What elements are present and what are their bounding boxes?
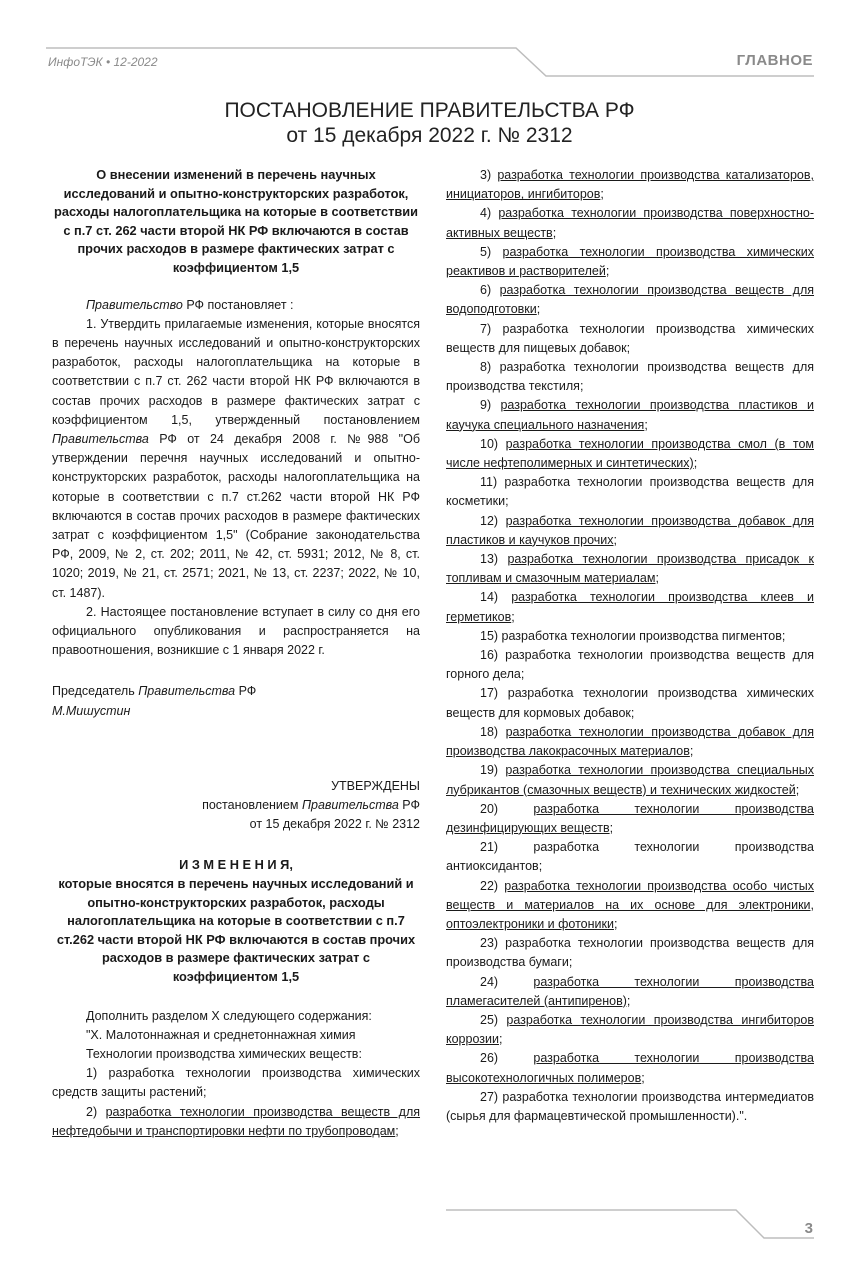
list-item [446,512,814,550]
item-number: 15) [480,628,502,643]
item-text: разработка технологии производства веществ для горного дела [446,648,815,682]
paragraph-1 [52,315,420,603]
item-end: ; [600,187,604,202]
item-number: 13) [480,552,508,567]
item-end: ; [613,532,617,547]
item-text: разработка технологии производства веществ для водоподготовки [446,283,815,317]
list-item [446,800,814,838]
item-end: ; [605,264,610,279]
item-number: 16) [480,648,506,663]
item-text: разработка технологии производства поверхностно-активных веществ [446,206,814,240]
document-title [0,98,859,148]
title-line-2: от 15 декабря 2022 г. № 2312 [286,124,573,147]
resolution-heading: О внесении изменений в перечень научных исследований и опытно-конструкторских разработок, расходы налогоплательщика на которые в соответствии с п.7 ст. 262 части второй НК РФ включаются в состав прочих расходов в размере фактических затрат с коэффициентом 1,5 [54,167,418,275]
item-end: ; [630,705,635,720]
item-number: 24) [480,974,534,989]
item-text: разработка технологии производства добавок для пластиков и каучуков прочих [446,513,814,547]
item-text: разработка технологии производства специальных лубрикантов (смазочных веществ) и технических жидкостей [446,763,814,797]
list-item [446,838,814,876]
item-end: ; [689,744,694,759]
list-item [446,166,814,204]
sig-italic: Правительства [138,684,236,699]
list-item [446,358,814,396]
right-column [446,166,814,1126]
section-title: "X. Малотоннажная и среднетоннажная химия [86,1027,356,1042]
item-number: 20) [480,801,534,816]
list-item [446,761,814,799]
footer-rule [446,1206,814,1242]
item-number: 14) [480,590,512,605]
item-end: ; [609,820,614,835]
approved-label: УТВЕРЖДЕНЫ [331,778,420,793]
approved-block [52,777,420,835]
list-item [446,627,814,646]
tech-line: Технологии производства химических веществ: [86,1047,362,1061]
item-text: разработка технологии производства ингибиторов коррозии [446,1012,814,1047]
list-item [446,1088,814,1126]
item-text: разработка технологии производства химических веществ для пищевых добавок [446,321,814,355]
item-number: 6) [480,283,500,298]
intro-government: Правительство [86,297,183,312]
item-text: разработка технологии производства дезинфицирующих веществ [446,801,815,835]
list-item [446,877,814,935]
changes-heading: которые вносятся в перечень научных исследований и опытно-конструкторских разработок, расходы налогоплательщика на которые в соответствии с п.7 ст.262 части второй НК РФ включаются в состав прочих расходов в размере фактических затрат с коэффициентом 1,5 [56,876,416,984]
item-end: ; [693,456,698,471]
approved-by [52,796,420,815]
item-number: 11) [480,475,505,490]
magazine-issue: ИнфоТЭК • 12-2022 [48,55,158,69]
item-end: ; [395,1123,399,1138]
paragraph-2: 2. Настоящее постановление вступает в силу со дня его официального опубликования и распространяется на правоотношения, возникшие с 1 января 2022 г. [52,604,420,658]
list-item [446,646,814,684]
item-end: ; [655,571,659,586]
list-item: 1) разработка технологии производства химических средств защиты растений; [52,1066,420,1100]
p1-italic: Правительства [52,431,149,446]
item-end: ; [641,1070,645,1085]
item-end: ; [505,494,509,509]
list-item [446,320,814,358]
item-number: 27) [480,1089,503,1104]
item-end: ; [579,379,584,394]
approved-by-a: постановлением [202,798,302,813]
title-line-1: ПОСТАНОВЛЕНИЕ ПРАВИТЕЛЬСТВА РФ [224,99,635,122]
item-text: разработка технологии производства веществ для производства бумаги [446,936,815,970]
item-number: 2) [86,1104,106,1119]
signature-title [52,682,420,701]
sig-b: РФ [235,684,257,699]
item-text: разработка технологии производства особо чистых веществ и материалов на их основе для электроники, оптоэлектроники и фотоники [446,878,814,931]
item-end: ; [552,225,557,240]
intro-paragraph [52,296,420,315]
page-number: 3 [804,1220,813,1237]
item-text: разработка технологии производства пластиков и каучука специального назначения [446,398,814,432]
left-column [52,166,420,1141]
item-text: разработка технологии производства интермедиатов (сырья для фармацевтической промышленности).". [446,1089,814,1123]
signature-name: М.Мишустин [52,703,131,718]
item-text: разработка технологии производства веществ для производства текстиля [446,360,815,394]
approved-date: от 15 декабря 2022 г. № 2312 [249,817,420,832]
sig-a: Председатель [52,684,139,699]
item-number: 10) [480,436,506,451]
item-text: разработка технологии производства пламегасителей (антипиренов) [446,974,815,1008]
item-number: 7) [480,321,503,336]
item-text: разработка технологии производства катализаторов, инициаторов, ингибиторов [446,168,815,202]
item-text: разработка технологии производства химических веществ для кормовых добавок [446,686,814,720]
item-end: ; [613,916,618,931]
intro-rest: РФ постановляет : [182,297,294,312]
item-end: ; [626,340,631,355]
item-number: 17) [480,686,508,701]
item-text: разработка технологии производства веществ для косметики [446,475,814,509]
item-end: ; [511,609,515,624]
item-number: 26) [480,1051,534,1066]
item-number: 21) [480,840,534,855]
item-text: разработка технологии производства присадок к топливам и смазочным материалам [446,552,814,586]
item-text: разработка технологии производства смол (в том числе нефтеполимерных и синтетических) [446,436,814,471]
item-number: 8) [480,360,500,375]
item-end: ; [498,1032,503,1047]
list-item [446,396,814,434]
item-number: 5) [480,244,503,259]
list-item [446,243,814,281]
item-end: ; [568,955,573,970]
item-number: 25) [480,1012,507,1027]
item-text: разработка технологии производства пигментов [501,628,782,643]
list-item [446,204,814,242]
item-number: 23) [480,936,506,951]
header-rule [46,44,814,80]
section-label: ГЛАВНОЕ [736,52,813,69]
list-item [446,723,814,761]
p1-text-a: 1. Утвердить прилагаемые изменения, которые вносятся в перечень научных исследований и опытно-конструкторских разработок, расходы налогоплательщика на которые в соответствии с п.7 ст. 262 части второй НК РФ включаются в состав прочих расходов в размере фактических затрат с коэффициентом 1,5, утвержденный постановлением [52,316,420,427]
list-item [446,684,814,722]
item-number: 4) [480,206,499,221]
item-number: 18) [480,724,506,739]
item-end: ; [795,782,800,797]
list-item [446,473,814,511]
item-end: ; [644,417,648,432]
list-item [446,973,814,1011]
approved-by-b: РФ [398,798,420,813]
item-end: ; [626,993,631,1008]
add-section-line: Дополнить разделом X следующего содержания: [86,1008,372,1023]
p1-text-b: РФ от 24 декабря 2008 г. №988 "Об утверждении перечня научных исследований и опытно-конструкторских разработок, расходы налогоплательщика на которые в соответствии с п.7 ст.262 части второй НК РФ включаются в состав прочих расходов в размере фактических затрат с коэффициентом 1,5" (Собрание законодательства РФ, 2009, № 2, ст. 202; 2011, № 42, ст. 5931; 2012, № 8, ст. 1020; 2019, № 21, ст. 2571; 2021, № 13, ст. 2237; 2022, № 10, ст. 1487). [52,431,420,600]
list-item [446,281,814,319]
item-number: 3) [480,168,498,182]
item-number: 9) [480,398,501,413]
item-text: разработка технологии производства добавок для производства лакокрасочных материалов [446,724,814,759]
item-number: 12) [480,513,506,528]
changes-word: И З М Е Н Е Н И Я, [179,857,293,873]
item-end: ; [520,667,525,682]
item-number: 19) [480,763,506,778]
item-text: разработка технологии производства высокотехнологичных полимеров [446,1051,815,1085]
item-text: разработка технологии производства веществ для нефтедобычи и транспортировки нефти по трубопроводам [52,1104,421,1138]
list-item [446,435,814,473]
item-end: ; [536,302,541,317]
item-number: 22) [480,878,505,893]
item-text: разработка технологии производства химических реактивов и растворителей [446,244,814,279]
item-text: разработка технологии производства клеев и герметиков [446,590,815,624]
item-end: ; [538,859,543,874]
item-text: разработка технологии производства антиоксидантов [446,840,815,874]
list-item [446,934,814,972]
list-item [446,550,814,588]
list-item [446,588,814,626]
list-item [52,1103,420,1141]
approved-by-italic: Правительства [301,798,399,813]
item-end: ; [781,628,786,643]
list-item [446,1011,814,1049]
list-item [446,1049,814,1087]
